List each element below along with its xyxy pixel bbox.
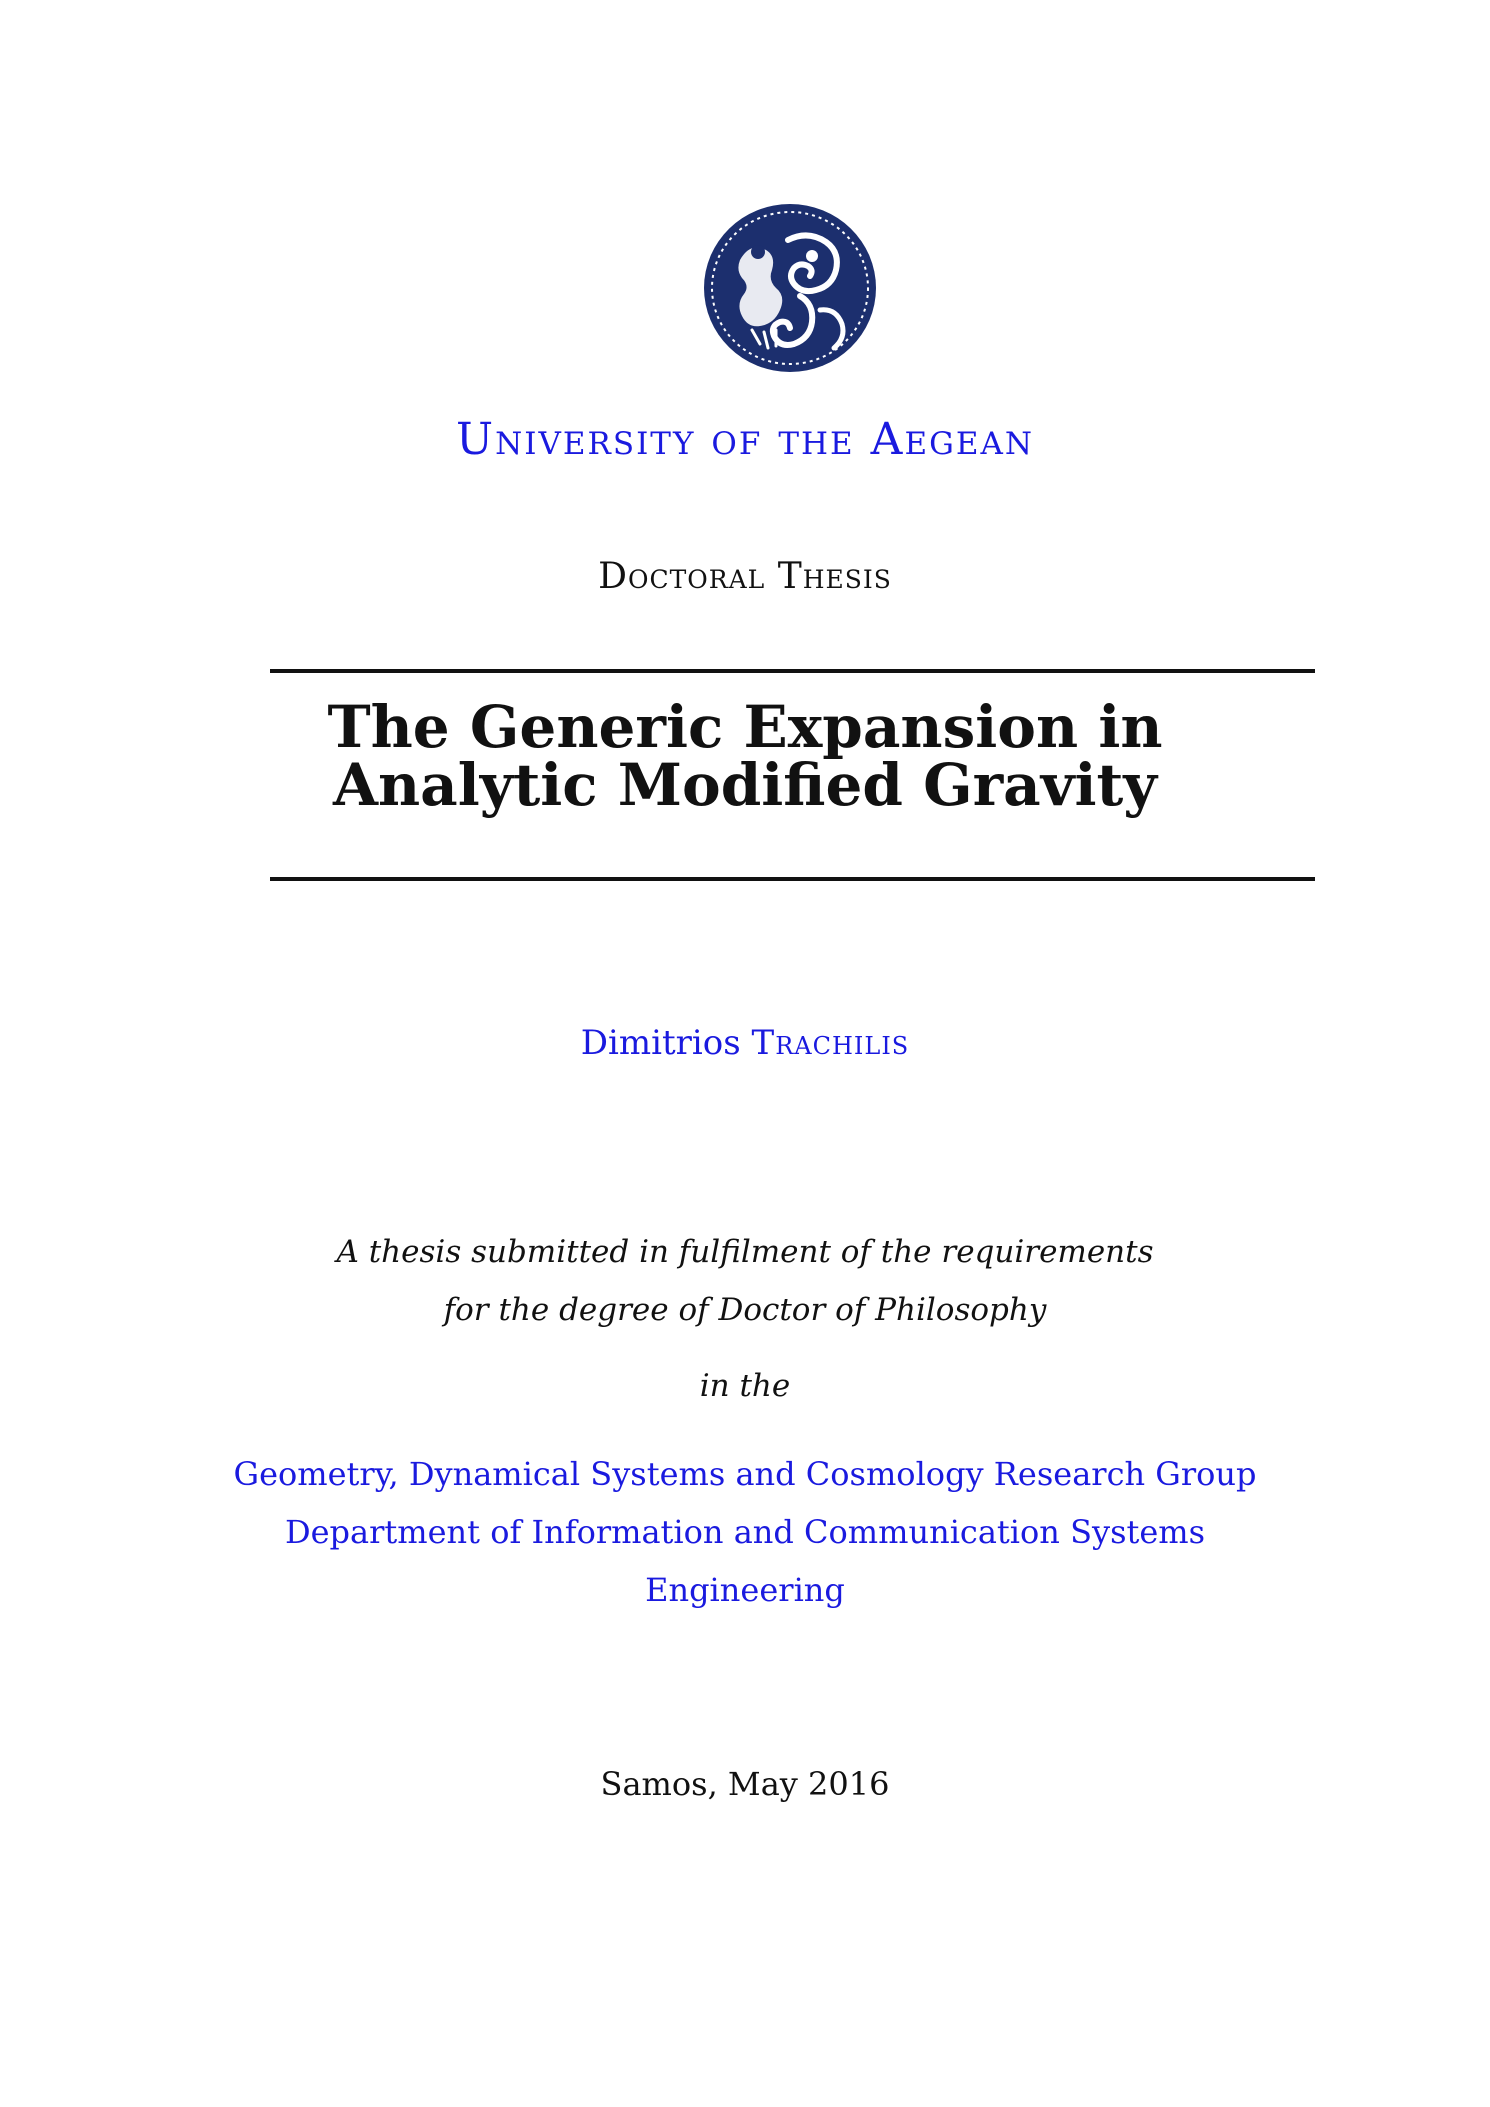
title-rule-bottom xyxy=(270,877,1315,881)
affiliation-department: Department of Information and Communication Systems xyxy=(284,1513,1206,1551)
author-first-name: Dimitrios xyxy=(580,1023,741,1063)
thesis-title-line-1: The Generic Expansion in xyxy=(327,693,1163,761)
thesis-type: Doctoral Thesis xyxy=(598,556,892,597)
in-the-text: in the xyxy=(699,1368,791,1404)
university-name: University of the Aegean xyxy=(456,414,1034,465)
degree-statement xyxy=(0,1223,1490,1339)
university-seal-logo xyxy=(700,200,880,375)
degree-statement-line-2: for the degree of Doctor of Philosophy xyxy=(443,1292,1047,1328)
title-rule-top xyxy=(270,669,1315,673)
thesis-title-line-2: Analytic Modified Gravity xyxy=(332,751,1157,819)
affiliation xyxy=(0,1445,1490,1619)
degree-statement-line-1: A thesis submitted in fulfilment of the requirements xyxy=(336,1234,1154,1270)
affiliation-research-group: Geometry, Dynamical Systems and Cosmology Research Group xyxy=(233,1455,1257,1493)
author-name xyxy=(0,1019,1490,1067)
place-and-date: Samos, May 2016 xyxy=(600,1765,890,1803)
thesis-title xyxy=(0,693,1490,819)
author-last-name: Trachilis xyxy=(751,1023,910,1063)
affiliation-department-cont: Engineering xyxy=(645,1571,845,1609)
